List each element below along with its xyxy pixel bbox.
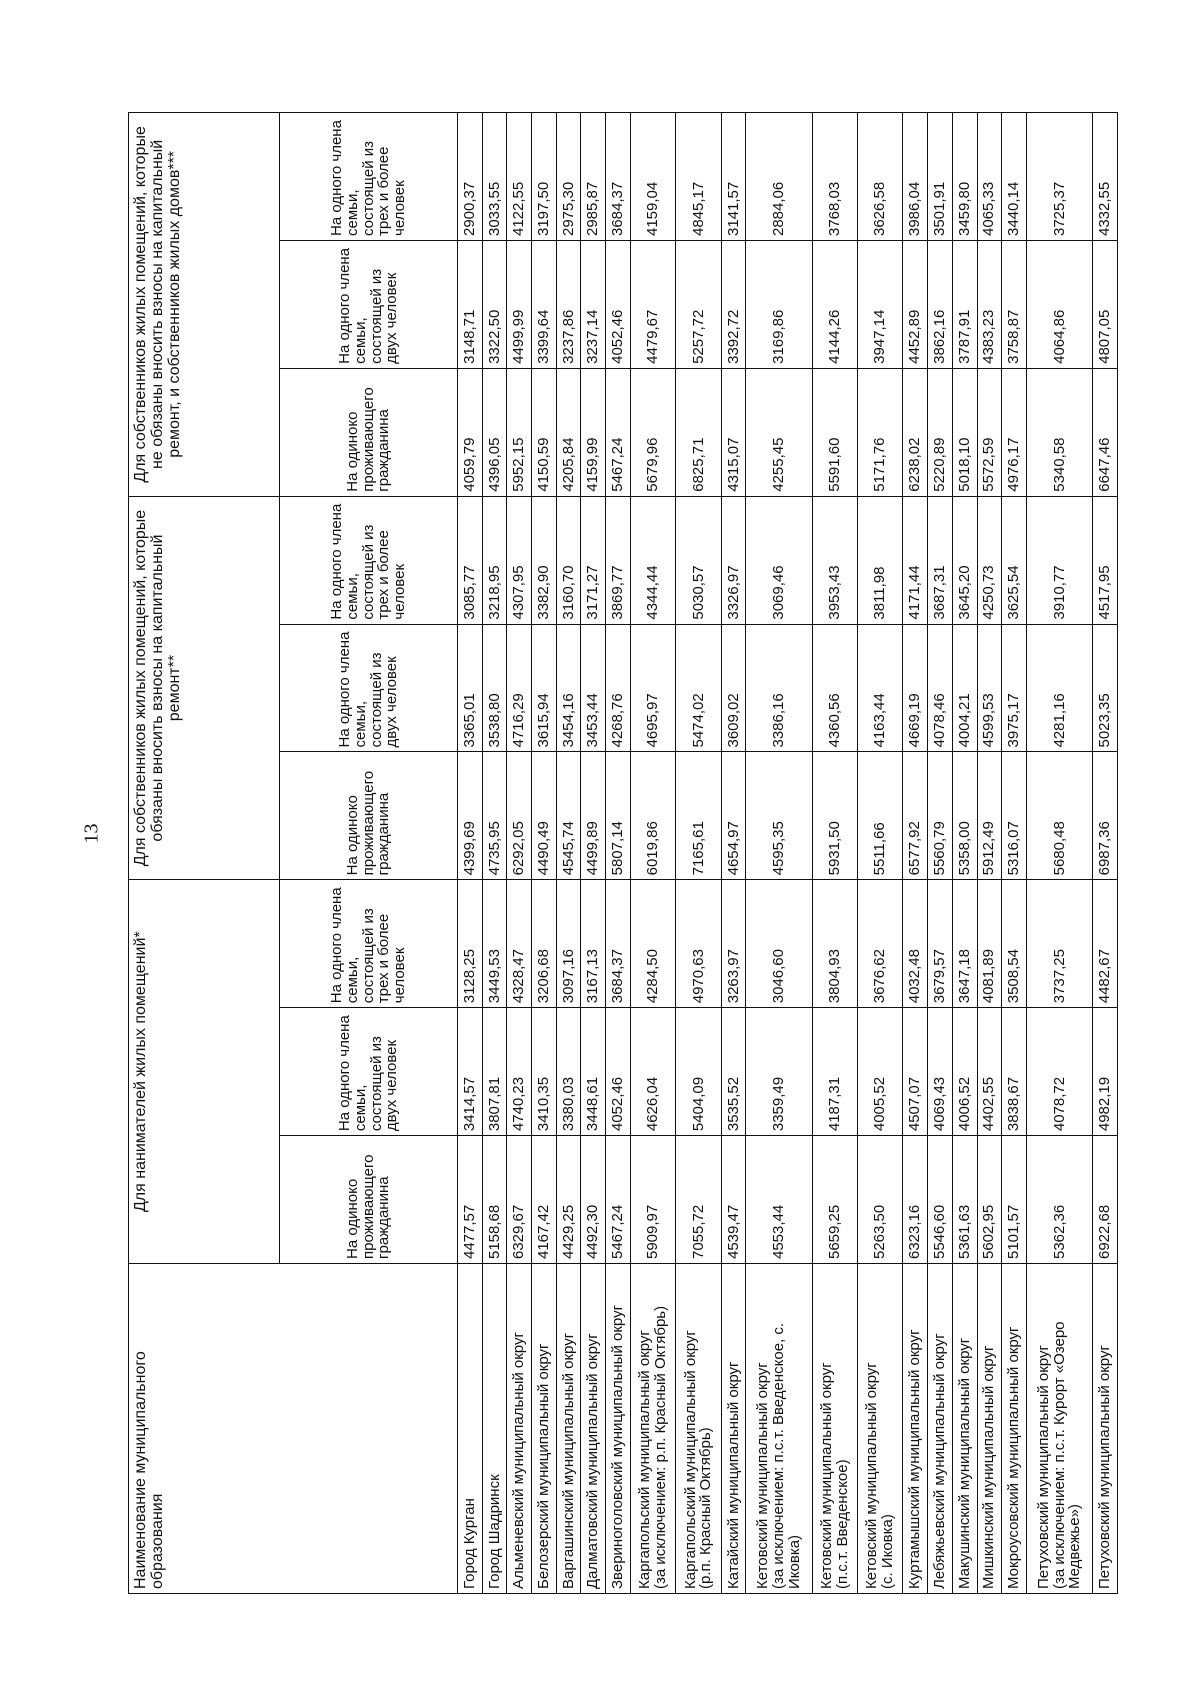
value-cell: 4490,49 bbox=[532, 752, 557, 880]
value-cell: 4144,26 bbox=[812, 241, 857, 369]
value-cell: 3380,03 bbox=[556, 1008, 581, 1136]
value-cell: 3986,04 bbox=[903, 113, 928, 241]
municipality-name-cell bbox=[507, 1264, 532, 1594]
municipality-name-cell bbox=[903, 1264, 928, 1594]
value-cell: 3535,52 bbox=[721, 1008, 746, 1136]
value-cell: 4429,25 bbox=[556, 1136, 581, 1264]
municipality-name-cell bbox=[630, 1264, 675, 1594]
value-cell: 6987,36 bbox=[1093, 752, 1118, 880]
municipality-note: (за исключением: п.с.т. Введенское, с. Иковка) bbox=[770, 1322, 803, 1589]
table-row bbox=[676, 113, 721, 1594]
value-cell: 4059,79 bbox=[458, 368, 483, 496]
value-cell: 3218,95 bbox=[482, 496, 507, 624]
municipality-name-cell bbox=[556, 1264, 581, 1594]
value-cell: 6019,86 bbox=[630, 752, 675, 880]
value-cell: 7055,72 bbox=[676, 1136, 721, 1264]
group-header-owners-obliged: Для собственников жилых помещений, которые обязаны вносить взносы на капитальный ремонт** bbox=[129, 496, 280, 880]
value-cell: 3197,50 bbox=[532, 113, 557, 241]
municipality-name-cell bbox=[1093, 1264, 1118, 1594]
value-cell: 5220,89 bbox=[928, 368, 953, 496]
table-row bbox=[630, 113, 675, 1594]
municipality-name-cell bbox=[952, 1264, 977, 1594]
value-cell: 4150,59 bbox=[532, 368, 557, 496]
value-cell: 4052,46 bbox=[606, 1008, 631, 1136]
subheader-single: На одиноко проживающего гражданина bbox=[280, 1136, 458, 1264]
value-cell: 4396,05 bbox=[482, 368, 507, 496]
table-row bbox=[482, 113, 507, 1594]
municipality-name-cell bbox=[928, 1264, 953, 1594]
municipality-name: Альменевский муниципальный округ bbox=[510, 1332, 528, 1589]
allowance-table bbox=[128, 112, 1118, 1594]
value-cell: 4052,46 bbox=[606, 241, 631, 369]
value-cell: 4255,45 bbox=[746, 368, 812, 496]
table-row bbox=[606, 113, 631, 1594]
table-row bbox=[952, 113, 977, 1594]
group-header-row bbox=[129, 113, 280, 1594]
table-row bbox=[1093, 113, 1118, 1594]
value-cell: 5340,58 bbox=[1026, 368, 1092, 496]
value-cell: 5467,24 bbox=[606, 1136, 631, 1264]
value-cell: 4517,95 bbox=[1093, 496, 1118, 624]
value-cell: 4328,47 bbox=[507, 880, 532, 1008]
value-cell: 4482,67 bbox=[1093, 880, 1118, 1008]
value-cell: 3141,57 bbox=[721, 113, 746, 241]
value-cell: 5018,10 bbox=[952, 368, 977, 496]
municipality-name-cell bbox=[1002, 1264, 1027, 1594]
municipality-note: (за исключением: п.с.т. Курорт «Озеро Медвежье») bbox=[1050, 1321, 1084, 1589]
value-cell: 4078,72 bbox=[1026, 1008, 1092, 1136]
value-cell: 3869,77 bbox=[606, 496, 631, 624]
municipality-name: Петуховский муниципальный округ bbox=[1034, 1345, 1052, 1589]
value-cell: 4187,31 bbox=[812, 1008, 857, 1136]
municipality-name-cell bbox=[858, 1264, 903, 1594]
value-cell: 3787,91 bbox=[952, 241, 977, 369]
municipality-name: Белозерский муниципальный округ bbox=[535, 1343, 553, 1589]
municipality-name: Город Курган bbox=[460, 1498, 478, 1589]
value-cell: 3167,13 bbox=[581, 880, 606, 1008]
value-cell: 4268,76 bbox=[606, 624, 631, 752]
value-cell: 4064,86 bbox=[1026, 241, 1092, 369]
value-cell: 4492,30 bbox=[581, 1136, 606, 1264]
value-cell: 6323,16 bbox=[903, 1136, 928, 1264]
value-cell: 4845,17 bbox=[676, 113, 721, 241]
value-cell: 3684,37 bbox=[606, 113, 631, 241]
table-container bbox=[128, 112, 1118, 1594]
value-cell: 4499,89 bbox=[581, 752, 606, 880]
value-cell: 4545,74 bbox=[556, 752, 581, 880]
value-cell: 5171,76 bbox=[858, 368, 903, 496]
value-cell: 3975,17 bbox=[1002, 624, 1027, 752]
table-row bbox=[858, 113, 903, 1594]
value-cell: 5362,36 bbox=[1026, 1136, 1092, 1264]
value-cell: 3947,14 bbox=[858, 241, 903, 369]
municipality-name: Далматовский муниципальный округ bbox=[584, 1333, 602, 1589]
municipality-name-cell bbox=[746, 1264, 812, 1594]
value-cell: 5511,66 bbox=[858, 752, 903, 880]
municipality-name-cell bbox=[458, 1264, 483, 1594]
value-cell: 3326,97 bbox=[721, 496, 746, 624]
value-cell: 4004,21 bbox=[952, 624, 977, 752]
table-row bbox=[1002, 113, 1027, 1594]
value-cell: 3626,58 bbox=[858, 113, 903, 241]
value-cell: 3414,57 bbox=[458, 1008, 483, 1136]
value-cell: 4065,33 bbox=[977, 113, 1002, 241]
value-cell: 3169,86 bbox=[746, 241, 812, 369]
value-cell: 4163,44 bbox=[858, 624, 903, 752]
value-cell: 6577,92 bbox=[903, 752, 928, 880]
municipality-name-cell bbox=[532, 1264, 557, 1594]
value-cell: 6292,05 bbox=[507, 752, 532, 880]
value-cell: 4281,16 bbox=[1026, 624, 1092, 752]
municipality-name: Кетовский муниципальный округ bbox=[754, 1362, 772, 1589]
subheader-two: На одного члена семьи, состоящей из двух человек bbox=[280, 1008, 458, 1136]
value-cell: 4499,99 bbox=[507, 241, 532, 369]
table-row bbox=[721, 113, 746, 1594]
value-cell: 3237,14 bbox=[581, 241, 606, 369]
value-cell: 3171,27 bbox=[581, 496, 606, 624]
value-cell: 5679,96 bbox=[630, 368, 675, 496]
value-cell: 5467,24 bbox=[606, 368, 631, 496]
value-cell: 3097,16 bbox=[556, 880, 581, 1008]
table-row bbox=[556, 113, 581, 1594]
municipality-name: Макушинский муниципальный округ bbox=[955, 1337, 973, 1589]
value-cell: 4005,52 bbox=[858, 1008, 903, 1136]
table-row bbox=[1026, 113, 1092, 1594]
value-cell: 4344,44 bbox=[630, 496, 675, 624]
value-cell: 3811,98 bbox=[858, 496, 903, 624]
value-cell: 4122,55 bbox=[507, 113, 532, 241]
value-cell: 5546,60 bbox=[928, 1136, 953, 1264]
value-cell: 5659,25 bbox=[812, 1136, 857, 1264]
value-cell: 4740,23 bbox=[507, 1008, 532, 1136]
value-cell: 3679,57 bbox=[928, 880, 953, 1008]
value-cell: 4006,52 bbox=[952, 1008, 977, 1136]
group-header-owners-not-obliged: Для собственников жилых помещений, которые не обязаны вносить взносы на капитальный ремонт, и собственников жилых домов*** bbox=[129, 113, 280, 497]
table-row bbox=[746, 113, 812, 1594]
value-cell: 4716,29 bbox=[507, 624, 532, 752]
value-cell: 5680,48 bbox=[1026, 752, 1092, 880]
value-cell: 7165,61 bbox=[676, 752, 721, 880]
value-cell: 3910,77 bbox=[1026, 496, 1092, 624]
value-cell: 3804,93 bbox=[812, 880, 857, 1008]
value-cell: 4307,95 bbox=[507, 496, 532, 624]
value-cell: 6922,68 bbox=[1093, 1136, 1118, 1264]
value-cell: 4069,43 bbox=[928, 1008, 953, 1136]
value-cell: 3237,86 bbox=[556, 241, 581, 369]
municipality-name: Куртамышский муниципальный округ bbox=[906, 1329, 924, 1589]
value-cell: 4970,63 bbox=[676, 880, 721, 1008]
table-row bbox=[812, 113, 857, 1594]
value-cell: 4159,04 bbox=[630, 113, 675, 241]
value-cell: 3625,54 bbox=[1002, 496, 1027, 624]
value-cell: 3459,80 bbox=[952, 113, 977, 241]
subheader-three: На одного члена семьи, состоящей из трех и более человек bbox=[280, 496, 458, 624]
value-cell: 3386,16 bbox=[746, 624, 812, 752]
value-cell: 5560,79 bbox=[928, 752, 953, 880]
municipality-name: Звериноголовский муниципальный округ bbox=[609, 1304, 627, 1589]
value-cell: 3862,16 bbox=[928, 241, 953, 369]
municipality-name-cell bbox=[606, 1264, 631, 1594]
value-cell: 5316,07 bbox=[1002, 752, 1027, 880]
value-cell: 5358,00 bbox=[952, 752, 977, 880]
value-cell: 5912,49 bbox=[977, 752, 1002, 880]
value-cell: 3737,25 bbox=[1026, 880, 1092, 1008]
municipality-name-cell bbox=[1026, 1264, 1092, 1594]
value-cell: 5807,14 bbox=[606, 752, 631, 880]
value-cell: 3645,20 bbox=[952, 496, 977, 624]
municipality-name: Каргапольский муниципальный округ bbox=[636, 1330, 654, 1589]
value-cell: 3449,53 bbox=[482, 880, 507, 1008]
page-number-text: 13 bbox=[80, 823, 103, 844]
municipality-name: Варгашинский муниципальный округ bbox=[559, 1332, 577, 1589]
table-row bbox=[903, 113, 928, 1594]
subheader-two: На одного члена семьи, состоящей из двух человек bbox=[280, 624, 458, 752]
value-cell: 5023,35 bbox=[1093, 624, 1118, 752]
value-cell: 4507,07 bbox=[903, 1008, 928, 1136]
value-cell: 5257,72 bbox=[676, 241, 721, 369]
value-cell: 3687,31 bbox=[928, 496, 953, 624]
value-cell: 4595,35 bbox=[746, 752, 812, 880]
municipality-name: Лебяжьевский муниципальный округ bbox=[931, 1333, 949, 1589]
municipality-name-cell bbox=[676, 1264, 721, 1594]
table-row bbox=[507, 113, 532, 1594]
value-cell: 4452,89 bbox=[903, 241, 928, 369]
value-cell: 4332,55 bbox=[1093, 113, 1118, 241]
value-cell: 4477,57 bbox=[458, 1136, 483, 1264]
name-column-header: Наименование муниципального образования bbox=[129, 1264, 458, 1594]
value-cell: 4807,05 bbox=[1093, 241, 1118, 369]
value-cell: 4982,19 bbox=[1093, 1008, 1118, 1136]
value-cell: 5158,68 bbox=[482, 1136, 507, 1264]
value-cell: 3359,49 bbox=[746, 1008, 812, 1136]
value-cell: 3953,43 bbox=[812, 496, 857, 624]
table-row bbox=[928, 113, 953, 1594]
municipality-name-cell bbox=[812, 1264, 857, 1594]
value-cell: 3365,01 bbox=[458, 624, 483, 752]
value-cell: 3453,44 bbox=[581, 624, 606, 752]
value-cell: 3501,91 bbox=[928, 113, 953, 241]
value-cell: 3206,68 bbox=[532, 880, 557, 1008]
municipality-note: (за исключением: р.п. Красный Октябрь) bbox=[652, 1305, 670, 1589]
value-cell: 3538,80 bbox=[482, 624, 507, 752]
value-cell: 5361,63 bbox=[952, 1136, 977, 1264]
value-cell: 4695,97 bbox=[630, 624, 675, 752]
value-cell: 4654,97 bbox=[721, 752, 746, 880]
value-cell: 3069,46 bbox=[746, 496, 812, 624]
value-cell: 4402,55 bbox=[977, 1008, 1002, 1136]
subheader-two: На одного члена семьи, состоящей из двух человек bbox=[280, 241, 458, 369]
value-cell: 6647,46 bbox=[1093, 368, 1118, 496]
value-cell: 4599,53 bbox=[977, 624, 1002, 752]
table-row bbox=[532, 113, 557, 1594]
value-cell: 3399,64 bbox=[532, 241, 557, 369]
value-cell: 4669,19 bbox=[903, 624, 928, 752]
municipality-name: Петуховский муниципальный округ bbox=[1096, 1345, 1114, 1589]
municipality-name: Кетовский муниципальный округ bbox=[863, 1362, 881, 1589]
value-cell: 5101,57 bbox=[1002, 1136, 1027, 1264]
group-header-tenants: Для нанимателей жилых помещений* bbox=[129, 880, 280, 1264]
value-cell: 5572,59 bbox=[977, 368, 1002, 496]
value-cell: 5263,50 bbox=[858, 1136, 903, 1264]
value-cell: 6329,67 bbox=[507, 1136, 532, 1264]
table-row bbox=[977, 113, 1002, 1594]
value-cell: 4360,56 bbox=[812, 624, 857, 752]
value-cell: 3160,70 bbox=[556, 496, 581, 624]
value-cell: 4735,95 bbox=[482, 752, 507, 880]
value-cell: 3440,14 bbox=[1002, 113, 1027, 241]
value-cell: 3725,37 bbox=[1026, 113, 1092, 241]
value-cell: 5952,15 bbox=[507, 368, 532, 496]
value-cell: 3609,02 bbox=[721, 624, 746, 752]
municipality-note: (р.п. Красный Октябрь) bbox=[697, 1427, 715, 1589]
value-cell: 3454,16 bbox=[556, 624, 581, 752]
value-cell: 5474,02 bbox=[676, 624, 721, 752]
municipality-name-cell bbox=[721, 1264, 746, 1594]
value-cell: 4205,84 bbox=[556, 368, 581, 496]
value-cell: 5030,57 bbox=[676, 496, 721, 624]
value-cell: 3382,90 bbox=[532, 496, 557, 624]
value-cell: 4539,47 bbox=[721, 1136, 746, 1264]
value-cell: 2975,30 bbox=[556, 113, 581, 241]
value-cell: 3148,71 bbox=[458, 241, 483, 369]
table-body bbox=[458, 113, 1118, 1594]
value-cell: 4626,04 bbox=[630, 1008, 675, 1136]
value-cell: 3758,87 bbox=[1002, 241, 1027, 369]
value-cell: 3033,55 bbox=[482, 113, 507, 241]
value-cell: 3508,54 bbox=[1002, 880, 1027, 1008]
value-cell: 3392,72 bbox=[721, 241, 746, 369]
municipality-name-cell bbox=[482, 1264, 507, 1594]
value-cell: 5931,50 bbox=[812, 752, 857, 880]
value-cell: 3615,94 bbox=[532, 624, 557, 752]
value-cell: 4553,44 bbox=[746, 1136, 812, 1264]
value-cell: 4081,89 bbox=[977, 880, 1002, 1008]
subheader-three: На одного члена семьи, состоящей из трех и более человек bbox=[280, 113, 458, 241]
value-cell: 3684,37 bbox=[606, 880, 631, 1008]
municipality-name-cell bbox=[977, 1264, 1002, 1594]
value-cell: 3263,97 bbox=[721, 880, 746, 1008]
municipality-name: Город Шадринск bbox=[485, 1474, 503, 1589]
subheader-single: На одиноко проживающего гражданина bbox=[280, 368, 458, 496]
value-cell: 4167,42 bbox=[532, 1136, 557, 1264]
value-cell: 4171,44 bbox=[903, 496, 928, 624]
municipality-name: Мокроусовский муниципальный округ bbox=[1005, 1326, 1023, 1589]
value-cell: 4250,73 bbox=[977, 496, 1002, 624]
value-cell: 2985,87 bbox=[581, 113, 606, 241]
value-cell: 2884,06 bbox=[746, 113, 812, 241]
value-cell: 3676,62 bbox=[858, 880, 903, 1008]
value-cell: 3647,18 bbox=[952, 880, 977, 1008]
value-cell: 3807,81 bbox=[482, 1008, 507, 1136]
value-cell: 2900,37 bbox=[458, 113, 483, 241]
value-cell: 3410,35 bbox=[532, 1008, 557, 1136]
value-cell: 3768,03 bbox=[812, 113, 857, 241]
value-cell: 3322,50 bbox=[482, 241, 507, 369]
value-cell: 3448,61 bbox=[581, 1008, 606, 1136]
value-cell: 3838,67 bbox=[1002, 1008, 1027, 1136]
value-cell: 4399,69 bbox=[458, 752, 483, 880]
municipality-note: (п.с.т. Введенское) bbox=[833, 1459, 851, 1589]
municipality-name: Каргапольский муниципальный округ bbox=[681, 1330, 699, 1589]
value-cell: 3085,77 bbox=[458, 496, 483, 624]
value-cell: 5909,97 bbox=[630, 1136, 675, 1264]
value-cell: 6825,71 bbox=[676, 368, 721, 496]
subheader-single: На одиноко проживающего гражданина bbox=[280, 752, 458, 880]
subheader-three: На одного члена семьи, состоящей из трех и более человек bbox=[280, 880, 458, 1008]
value-cell: 4159,99 bbox=[581, 368, 606, 496]
value-cell: 3046,60 bbox=[746, 880, 812, 1008]
value-cell: 6238,02 bbox=[903, 368, 928, 496]
municipality-name: Мишкинский муниципальный округ bbox=[980, 1345, 998, 1589]
table-row bbox=[458, 113, 483, 1594]
municipality-name-cell bbox=[581, 1264, 606, 1594]
value-cell: 4383,23 bbox=[977, 241, 1002, 369]
value-cell: 3128,25 bbox=[458, 880, 483, 1008]
municipality-name: Кетовский муниципальный округ bbox=[818, 1362, 836, 1589]
municipality-note: (с. Иковка) bbox=[879, 1514, 897, 1589]
value-cell: 4315,07 bbox=[721, 368, 746, 496]
value-cell: 5602,95 bbox=[977, 1136, 1002, 1264]
value-cell: 5404,09 bbox=[676, 1008, 721, 1136]
value-cell: 4284,50 bbox=[630, 880, 675, 1008]
value-cell: 4976,17 bbox=[1002, 368, 1027, 496]
table-row bbox=[581, 113, 606, 1594]
value-cell: 4032,48 bbox=[903, 880, 928, 1008]
municipality-name: Катайский муниципальный округ bbox=[724, 1361, 742, 1589]
value-cell: 4479,67 bbox=[630, 241, 675, 369]
value-cell: 5591,60 bbox=[812, 368, 857, 496]
value-cell: 4078,46 bbox=[928, 624, 953, 752]
